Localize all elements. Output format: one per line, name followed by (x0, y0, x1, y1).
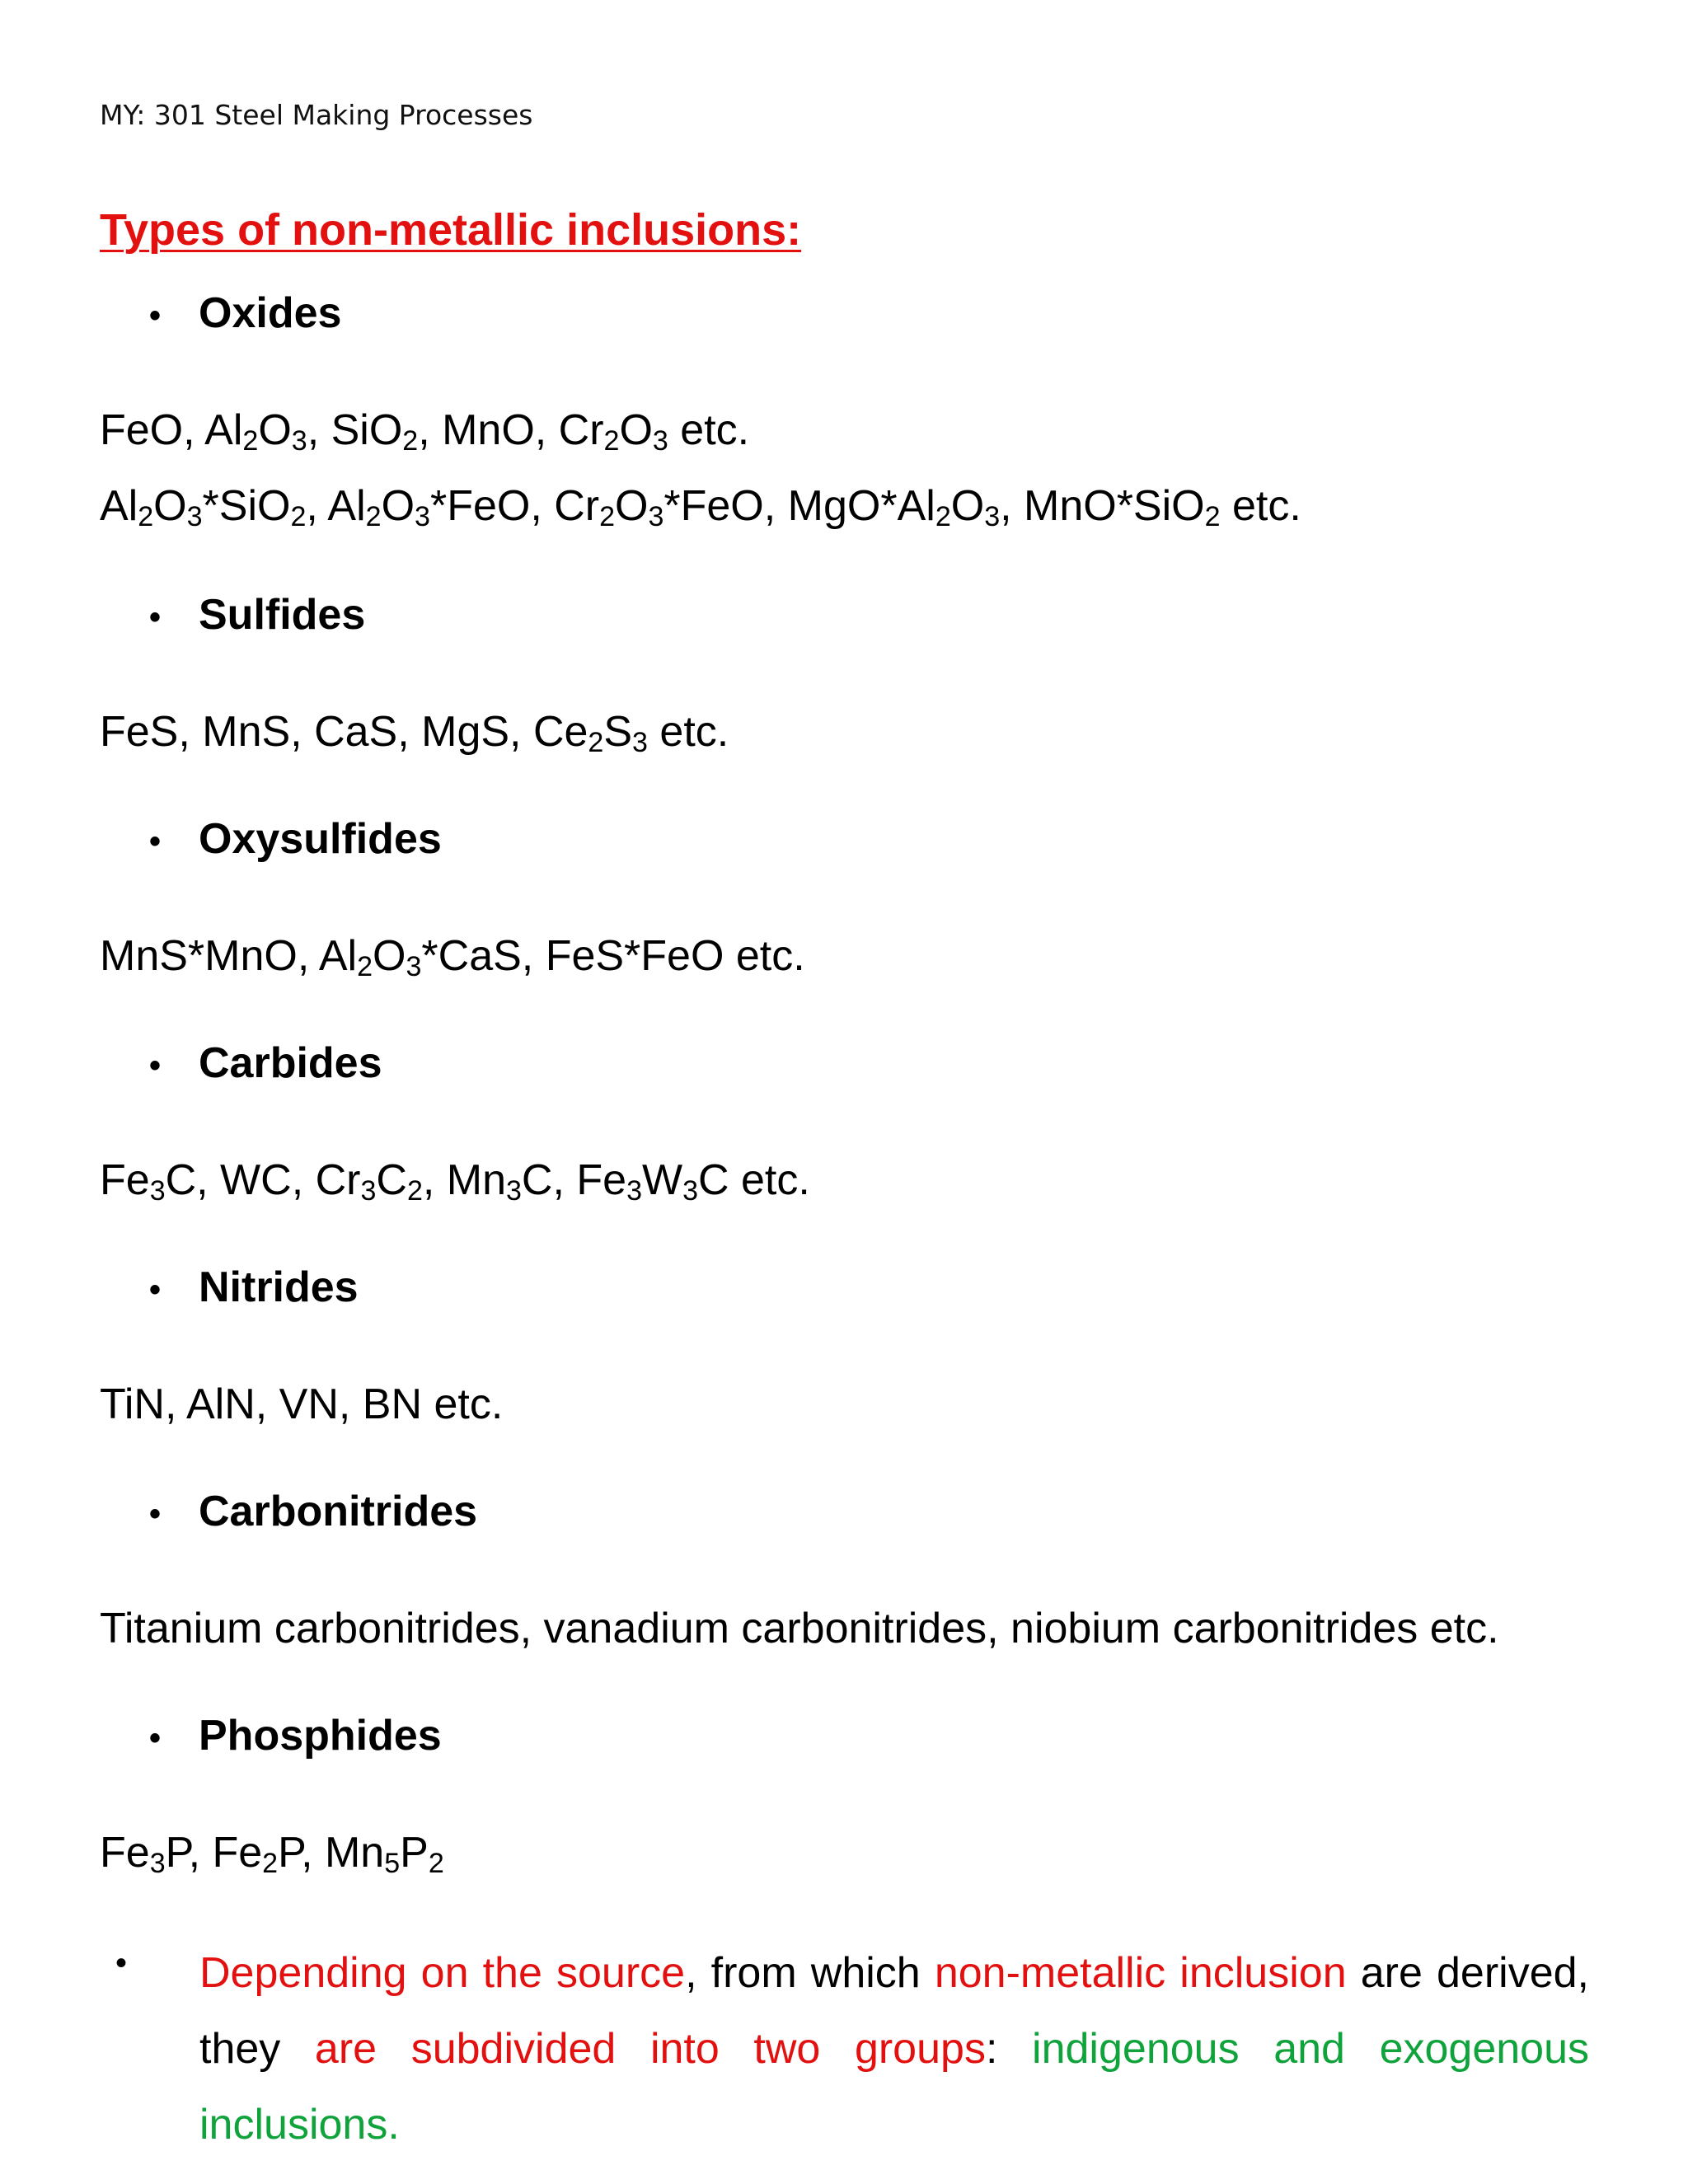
bullet-icon: • (115, 1945, 128, 1981)
bullet-icon: • (149, 1495, 162, 1532)
page-header: MY: 301 Steel Making Processes (100, 99, 533, 131)
bullet-nitrides (149, 1263, 359, 1312)
formula-line: MnS*MnO, $Al_2O_3*CaS$, FeS*FeO etc. (100, 932, 805, 982)
bullet-title: Phosphides (199, 1712, 442, 1760)
formula-line: Titanium carbonitrides, vanadium carbonitrides, niobium carbonitrides etc. (100, 1605, 1499, 1652)
formula-line: FeS, MnS, CaS, MgS, $Ce_2S_3$ etc. (100, 708, 729, 758)
bullet-title: Nitrides (199, 1263, 359, 1311)
bullet-icon: • (149, 1719, 162, 1756)
bullet-icon: • (149, 1047, 162, 1084)
bullet-icon: • (149, 823, 162, 860)
bullet-title: Sulfides (199, 591, 366, 639)
formula-line: $Fe_3P$, $Fe_2P$, $Mn_5P_2$ (100, 1829, 444, 1879)
bullet-icon: • (149, 297, 162, 334)
bullet-icon: • (149, 1271, 162, 1308)
bullet-sulfides (149, 590, 365, 640)
bullet-title: Carbides (199, 1039, 382, 1087)
bullet-oxysulfides (149, 814, 442, 864)
bullet-icon: • (149, 598, 162, 635)
bullet-phosphides (149, 1711, 442, 1760)
bullet-carbonitrides (149, 1487, 477, 1536)
bullet-carbides (149, 1038, 382, 1088)
formula-line: $Fe_3C$, WC, $Cr_3C_2$, $Mn_3C$, $Fe_3W_3C$ etc. (100, 1156, 810, 1207)
section-heading: Types of non-metallic inclusions: (100, 205, 802, 255)
formula-line: FeO, $Al_2O_3$, SiO$_2$, MnO, $Cr_2O_3$ etc. (100, 406, 750, 457)
note-paragraph: Depending on the source, from which non-metallic inclusion are derived, they are subdivided into two groups: indigenous and exogenous inclusions. (199, 1949, 1590, 2149)
formula-line: TiN, AlN, VN, BN etc. (100, 1380, 504, 1428)
bullet-oxides (149, 288, 341, 338)
bullet-title: Oxides (199, 289, 342, 337)
classification-note (115, 1935, 1589, 2163)
bullet-title: Oxysulfides (199, 815, 442, 863)
bullet-title: Carbonitrides (199, 1488, 478, 1535)
formula-line: $Al_2O_3*SiO_2$, $Al_2O_3*FeO$, $Cr_2O_3*FeO$, $MgO*Al_2O_3$, MnO*SiO$_2$ etc. (100, 482, 1301, 532)
